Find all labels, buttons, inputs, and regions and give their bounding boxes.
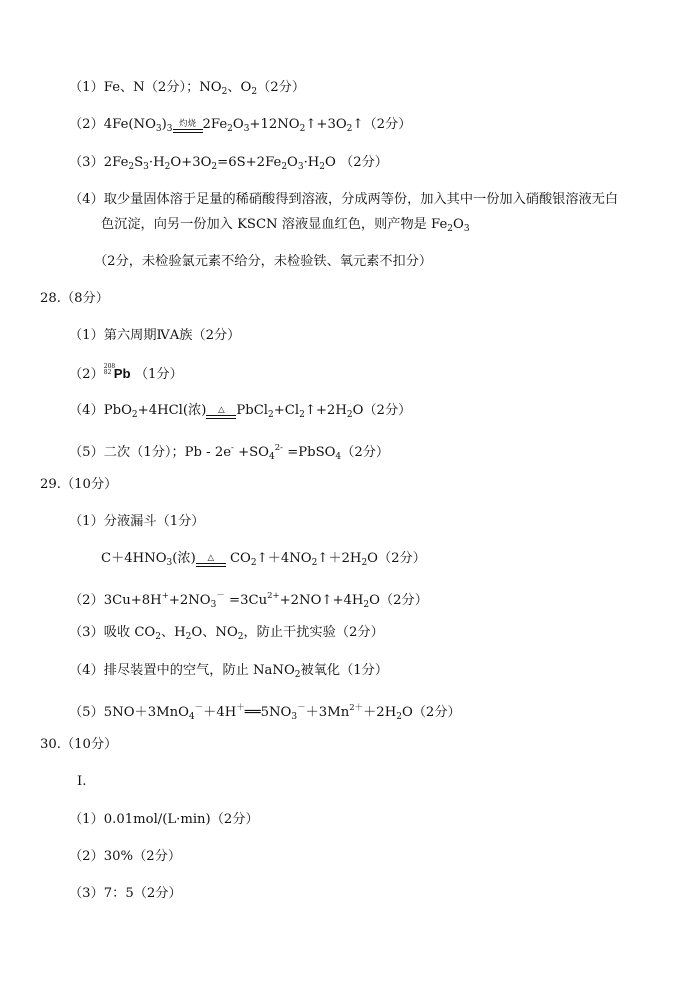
subscript: 2	[185, 632, 192, 642]
subscript: 2	[299, 124, 306, 134]
subscript: 2	[396, 712, 402, 722]
text: ·H	[303, 155, 320, 170]
subscript: 2	[294, 670, 301, 680]
text: PbO	[103, 403, 132, 418]
text: O（2分）	[352, 403, 412, 418]
text: Fe、N（2分）；NO	[103, 80, 222, 95]
answer-29-3	[69, 624, 384, 646]
answer-30-2	[69, 848, 181, 866]
text: 2Fe	[103, 155, 129, 170]
item-number: （3）	[69, 886, 104, 901]
item-number: （1）	[69, 812, 104, 827]
subscript: 4	[335, 452, 342, 462]
text: +2NO	[168, 593, 211, 608]
subscript: 2	[155, 632, 161, 642]
answer-27-4-note	[94, 253, 432, 271]
question-29-heading	[40, 476, 117, 494]
text: ＋4H	[203, 705, 237, 720]
text: =PbSO	[283, 445, 336, 460]
text: ＋2H	[363, 705, 397, 720]
answer-28-4	[69, 402, 411, 424]
text: O	[232, 117, 244, 132]
text: 二次（1分）；Pb - 2e	[103, 445, 232, 460]
text: 5NO＋3MnO	[103, 705, 189, 720]
text: （2分）	[257, 80, 306, 95]
text: （2分，未检验氯元素不给分，未检验铁、氧元素不扣分）	[94, 254, 433, 269]
text: 取少量固体溶于足量的稀硝酸得到溶液，分成两等份，加入其中一份加入硝酸银溶液无白	[103, 192, 619, 207]
superscript: +	[161, 591, 169, 601]
subscript: 2	[447, 224, 453, 234]
subscript: 4	[269, 452, 275, 462]
text: 被氧化（1分）	[300, 663, 389, 678]
text: S	[134, 155, 144, 170]
text: （1分）	[130, 367, 183, 382]
text: =3Cu	[224, 593, 268, 608]
text: 3Cu+8H	[103, 593, 162, 608]
text: 吸收 CO	[103, 625, 156, 640]
subscript: 2	[221, 87, 228, 97]
item-number: （2）	[69, 849, 104, 864]
text: （2分）	[341, 445, 390, 460]
text: 7：5（2分）	[103, 886, 182, 901]
text: O	[287, 155, 298, 170]
equals-bar	[206, 415, 236, 419]
subscript: 2	[268, 410, 274, 420]
text: ══5NO	[244, 705, 292, 720]
subscript: 3	[291, 712, 298, 722]
subscript: 4	[188, 712, 195, 722]
condition-label: △	[207, 553, 215, 563]
text: ·H	[148, 155, 165, 170]
answer-27-4-line1	[69, 191, 618, 209]
text: +SO	[233, 445, 269, 460]
text: C＋4HNO	[101, 551, 167, 566]
item-number: （3）	[69, 625, 104, 640]
text: 2Fe	[202, 117, 228, 132]
subscript: 3	[243, 124, 250, 134]
text: 0.01mol/(L·min)（2分）	[103, 812, 259, 827]
text: 30.（10分）	[40, 737, 118, 752]
isotope-numbers	[104, 364, 114, 376]
equals-bar	[173, 129, 203, 133]
answer-29-2	[69, 587, 428, 614]
mass-number: 208	[103, 363, 116, 370]
answer-27-1	[69, 79, 305, 101]
item-number: （4）	[69, 663, 104, 678]
text: ，防止干扰实验（2分）	[243, 625, 384, 640]
answer-30-1	[69, 811, 259, 829]
element-symbol: Pb	[113, 366, 131, 381]
subscript: 2	[346, 410, 353, 420]
text: )	[161, 117, 167, 132]
item-number: （3）	[69, 155, 104, 170]
superscript: -	[231, 443, 234, 453]
answer-29-1-equation	[101, 550, 426, 572]
answer-28-1	[69, 327, 240, 345]
subscript: 2	[227, 124, 233, 134]
text: 、H	[160, 625, 186, 640]
part-I-label	[77, 773, 86, 791]
text: O（2分）	[369, 593, 428, 608]
atomic-number: 82	[103, 369, 112, 376]
subscript: 2	[361, 558, 368, 568]
reaction-condition	[206, 406, 236, 419]
answer-29-4	[69, 662, 388, 684]
text: 色沉淀，向另一份加入 KSCN 溶液显血红色，则产物是 Fe	[101, 217, 448, 232]
text: 28.（8分）	[40, 291, 109, 306]
subscript: 3	[463, 224, 470, 234]
text: O（2分）	[367, 551, 426, 566]
item-number: （1）	[69, 514, 104, 529]
text: ↑＋4NO	[256, 551, 312, 566]
text: ↑＋2H	[317, 551, 362, 566]
answer-28-2	[69, 364, 183, 384]
answer-29-1	[69, 513, 204, 531]
text: +Cl	[273, 403, 300, 418]
subscript: 3	[297, 162, 304, 172]
superscript: 2＋	[349, 703, 364, 713]
text: 4Fe(NO	[103, 117, 156, 132]
item-number: （2）	[69, 593, 104, 608]
text: O （2分）	[325, 155, 388, 170]
text: +4HCl(浓)	[137, 403, 207, 418]
subscript: 3	[155, 124, 162, 134]
text: O（2分）	[401, 705, 461, 720]
text: 第六周期ⅣA族（2分）	[103, 328, 241, 343]
subscript: 2	[251, 87, 258, 97]
superscript: 2+	[267, 591, 280, 601]
text: 29.（10分）	[40, 477, 118, 492]
question-30-heading	[40, 736, 117, 754]
item-number: （1）	[69, 80, 104, 95]
subscript: 2	[128, 162, 135, 172]
subscript: 2	[346, 124, 353, 134]
text: ＋3Mn	[305, 705, 350, 720]
superscript: 2-	[274, 443, 284, 453]
answer-27-4-line2	[101, 216, 470, 238]
equals-bar	[196, 563, 226, 567]
subscript: 2	[237, 632, 244, 642]
answer-27-3	[69, 154, 388, 176]
text: PbCl	[236, 403, 268, 418]
subscript: 2	[131, 410, 138, 420]
subscript: 3	[210, 600, 217, 610]
item-number: （5）	[69, 705, 104, 720]
subscript: 2	[299, 410, 305, 420]
reaction-condition	[196, 554, 226, 567]
text: 分液漏斗（1分）	[103, 514, 205, 529]
condition-label: △	[218, 405, 225, 415]
text: ↑+3O	[305, 117, 347, 132]
condition-label: 灼烧	[179, 119, 197, 129]
text: O	[453, 217, 464, 232]
text: 、O	[227, 80, 252, 95]
superscript: －	[194, 703, 204, 713]
text: 排尽装置中的空气，防止 NaNO	[103, 663, 295, 678]
subscript: 2	[363, 600, 370, 610]
question-28-heading	[40, 290, 109, 308]
item-number: （2）	[69, 367, 104, 382]
superscript: －	[216, 591, 225, 601]
text: CO	[225, 551, 251, 566]
item-number: （1）	[69, 328, 104, 343]
subscript: 2	[250, 558, 257, 568]
text: (浓)	[172, 551, 196, 566]
text: Ⅰ.	[77, 774, 87, 789]
subscript: 2	[211, 162, 218, 172]
answer-29-5	[69, 699, 461, 726]
superscript: ＋	[236, 703, 245, 713]
subscript: 3	[166, 558, 173, 568]
subscript: 3	[166, 124, 173, 134]
text: +12NO	[249, 117, 300, 132]
answer-30-3	[69, 885, 182, 903]
text: O+3O	[170, 155, 212, 170]
item-number: （2）	[69, 117, 104, 132]
subscript: 2	[311, 558, 318, 568]
text: O、NO	[191, 625, 238, 640]
superscript: －	[297, 703, 306, 713]
reaction-condition	[173, 120, 203, 133]
text: +2NO↑+4H	[279, 593, 364, 608]
answer-28-5	[69, 439, 389, 466]
item-number: （4）	[69, 192, 104, 207]
subscript: 2	[319, 162, 326, 172]
text: ↑（2分）	[352, 117, 412, 132]
subscript: 3	[143, 162, 149, 172]
subscript: 2	[164, 162, 171, 172]
text: ↑+2H	[304, 403, 347, 418]
answer-27-2	[69, 116, 411, 138]
item-number: （5）	[69, 445, 104, 460]
text: 30%（2分）	[103, 849, 182, 864]
item-number: （4）	[69, 403, 104, 418]
text: =6S+2Fe	[217, 155, 282, 170]
subscript: 2	[281, 162, 288, 172]
